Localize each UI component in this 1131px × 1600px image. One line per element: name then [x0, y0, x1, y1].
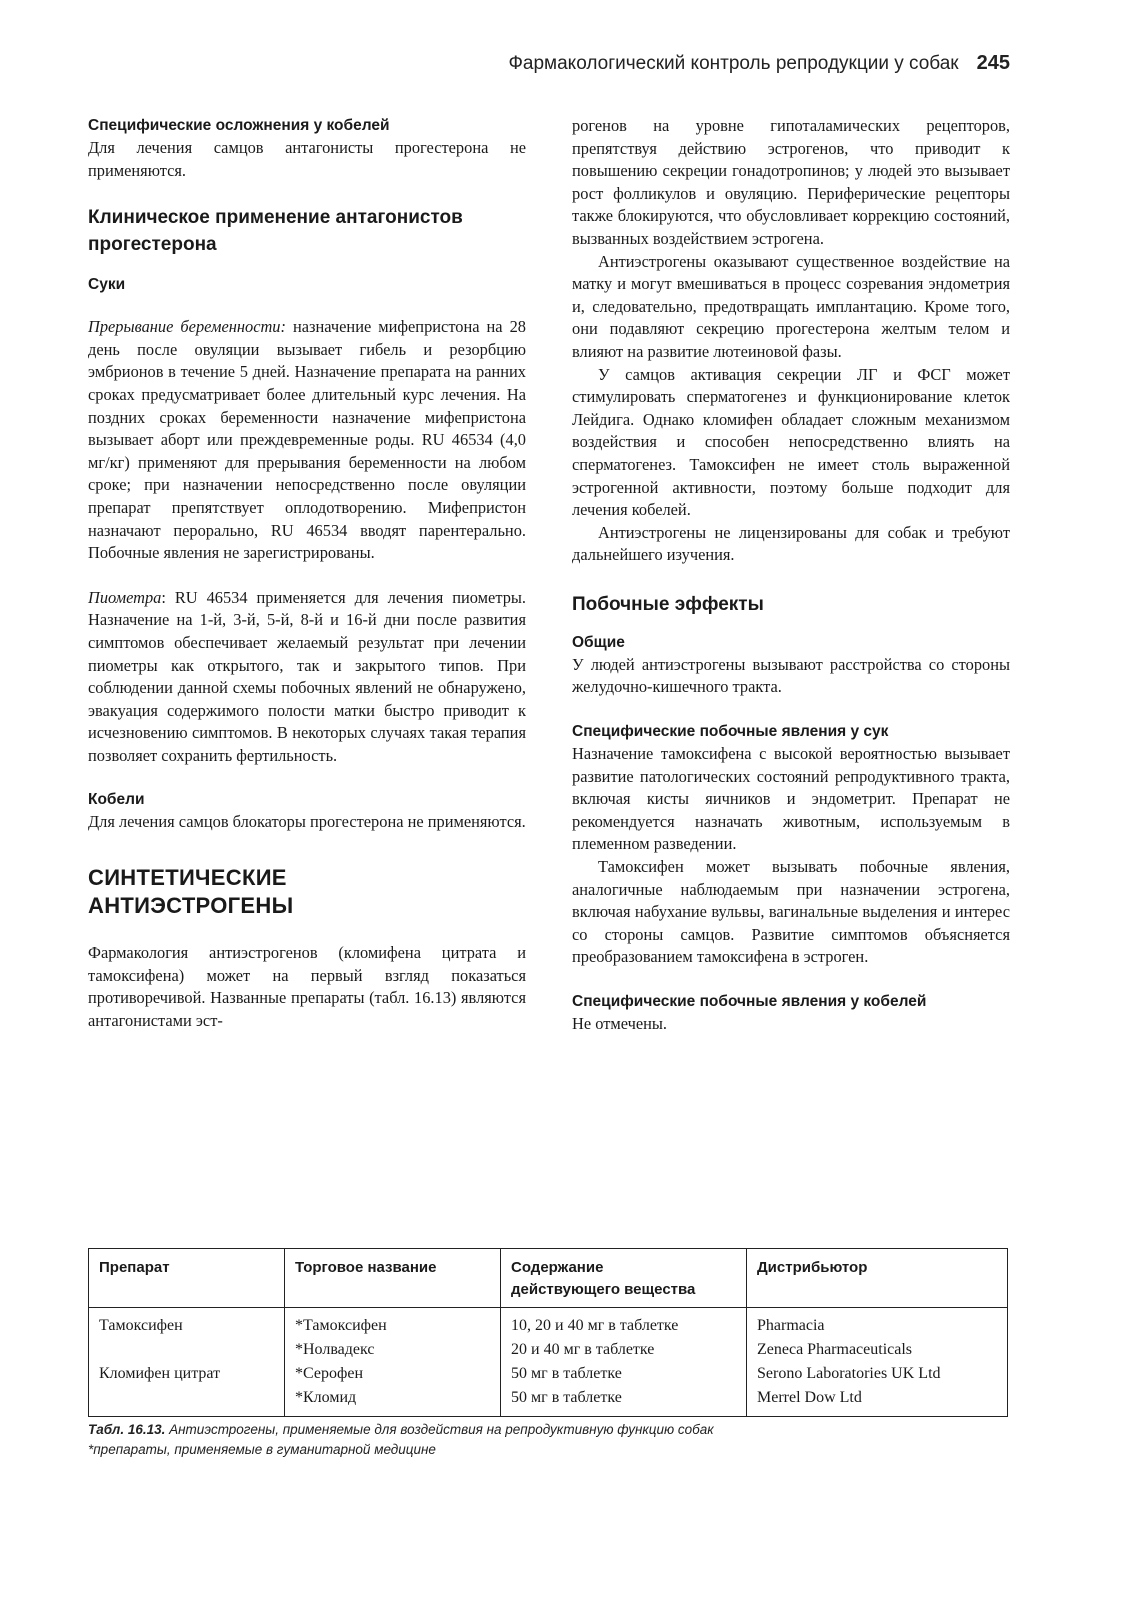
cell-trade-name: *Тамоксифен	[285, 1308, 501, 1339]
heading-line: АНТИЭСТРОГЕНЫ	[88, 893, 294, 919]
heading-line: СИНТЕТИЧЕСКИЕ	[88, 865, 287, 891]
section-heading: Побочные эффекты	[572, 593, 764, 615]
cell-trade-name: *Нолвадекс	[285, 1338, 501, 1362]
table-header-row	[89, 1249, 1008, 1308]
paragraph: У людей антиэстрогены вызывают расстройства со стороны желудочно-кишечного тракта.	[572, 654, 1010, 697]
section-heading: Специфические осложнения у кобелей	[88, 117, 390, 134]
paragraph: Антиэстрогены не лицензированы для собак и требуют дальнейшего изучения.	[572, 522, 1010, 565]
paragraph: Для лечения самцов антагонисты прогестерона не применяются.	[88, 138, 526, 180]
cell-distributor: Merrel Dow Ltd	[757, 1389, 862, 1406]
heading-line: прогестерона	[88, 234, 217, 256]
cell-content: 50 мг в таблетке	[501, 1362, 747, 1386]
column-header: Торговое название	[285, 1249, 501, 1308]
paragraph	[88, 587, 526, 768]
paragraph: Для лечения самцов блокаторы прогестерона не применяются.	[88, 812, 526, 832]
table-row	[89, 1308, 1008, 1339]
right-column	[572, 115, 1010, 1036]
heading-line: Клиническое применение антагонистов	[88, 207, 463, 229]
cell-content: 20 и 40 мг в таблетке	[501, 1338, 747, 1362]
table-row	[89, 1362, 1008, 1386]
cell-trade-name: *Серофен	[285, 1362, 501, 1386]
paragraph: Назначение тамоксифена с высокой вероятностью вызывает развитие патологических состояний репродуктивного тракта, включая кисты яичников и эндометрит. Препарат не рекомендуется назначать животным, используемым в племенном разведении.	[572, 744, 1010, 854]
cell-drug	[89, 1338, 285, 1362]
column-header: Препарат	[89, 1249, 285, 1308]
left-column	[88, 115, 526, 1032]
cell-content: 10, 20 и 40 мг в таблетке	[501, 1308, 747, 1339]
column-header	[501, 1249, 747, 1308]
paragraph: Фармакология антиэстрогенов (кломифена цитрата и тамоксифена) может на первый взгляд показаться противоречивой. Названные препараты (табл. 16.13) являются антагонистами эст-	[88, 943, 526, 1030]
cell-drug: Кломифен цитрат	[89, 1362, 285, 1386]
running-header	[90, 52, 1010, 75]
paragraph: У самцов активация секреции ЛГ и ФСГ может стимулировать сперматогенез и функционирование клеток Лейдига. Однако кломифен обладает сложным механизмом воздействия и способен непосредственно влиять на сперматогенез. Тамоксифен не имеет столь выраженной эстрогенной активности, поэтому больше подходит для лечения кобелей.	[572, 364, 1010, 520]
cell-content: 50 мг в таблетке	[501, 1386, 747, 1417]
caption-text: Антиэстрогены, применяемые для воздействия на репродуктивную функцию собак	[165, 1422, 714, 1437]
run-in-heading: Прерывание беременности:	[88, 317, 286, 337]
cell-drug: Тамоксифен	[89, 1308, 285, 1339]
chapter-heading	[88, 864, 526, 920]
paragraph: Не отмечены.	[572, 1014, 667, 1033]
table-caption	[88, 1420, 1008, 1460]
table-row	[89, 1338, 1008, 1362]
subsection-heading: Суки	[88, 276, 126, 294]
cell-drug	[89, 1386, 285, 1417]
subsection-heading: Кобели	[88, 791, 145, 809]
section-heading	[88, 204, 526, 258]
cell-distributor: Zeneca Pharmaceuticals	[757, 1341, 913, 1358]
run-in-heading: Пиометра	[88, 587, 162, 607]
paragraph	[88, 316, 526, 565]
paragraph: Антиэстрогены оказывают существенное воздействие на матку и могут вмешиваться в процесс созревания эндометрия и, следовательно, предотвращать имплантацию. Кроме того, они подавляют секрецию прогестерона желтым телом и влияют на развитие лютеиновой фазы.	[572, 251, 1010, 361]
cell-distributor: Pharmacia	[757, 1317, 825, 1334]
paragraph-text: назначение мифепристона на 28 день после овуляции вызывает гибель и резорбцию эмбрионов в течение 5 дней. Назначение препарата на ранних сроках предусматривает более длительный курс лечения. На поздних сроках беременности назначение мифепристона вызывает аборт или преждевременные роды. RU 46534 (4,0 мг/кг) применяют для прерывания беременности на любом сроке; при назначении непосредственно после овуляции препарат препятствует оплодотворению. Мифепристон назначают перорально, RU 46534 вводят парентерально. Побочные явления не зарегистрированы.	[88, 317, 526, 563]
caption-footnote: *препараты, применяемые в гуманитарной медицине	[88, 1442, 436, 1457]
subsection-heading: Специфические побочные явления у кобелей	[572, 993, 927, 1010]
caption-label: Табл. 16.13.	[88, 1422, 166, 1437]
page-number: 245	[976, 52, 1010, 74]
drug-table	[88, 1248, 1008, 1417]
header-line: действующего вещества	[511, 1281, 696, 1298]
paragraph-text: : RU 46534 применяется для лечения пиометры. Назначение на 1-й, 3-й, 5-й, 8-й и 16-й дни после развития симптомов обеспечивает желаемый результат при лечении пиометры как открытого, так и закрытого типов. При соблюдении данной схемы побочных явлений не обнаружено, эвакуация содержимого полости матки быстро приводит к исчезновению симптомов. В некоторых случаях такая терапия позволяет сохранить фертильность.	[88, 587, 526, 765]
cell-trade-name: *Кломид	[285, 1386, 501, 1417]
paragraph: рогенов на уровне гипоталамических рецепторов, препятствуя действию эстрогенов, что приводит к повышению секреции гонадотропинов; у людей это вызывает рост фолликулов и овуляцию. Периферические рецепторы также блокируются, что обусловливает коррекцию состояний, вызванных воздействием эстрогена.	[572, 116, 1010, 248]
column-header: Дистрибьютор	[747, 1249, 1008, 1308]
table-row	[89, 1386, 1008, 1417]
cell-distributor: Serono Laboratories UK Ltd	[757, 1365, 941, 1382]
subsection-heading: Общие	[572, 633, 625, 651]
subsection-heading: Специфические побочные явления у сук	[572, 723, 889, 741]
header-line: Содержание	[511, 1259, 604, 1276]
running-title: Фармакологический контроль репродукции у собак	[508, 53, 959, 74]
paragraph: Тамоксифен может вызывать побочные явления, аналогичные наблюдаемым при назначении эстрогена, включая набухание вульвы, вагинальные выделения и интерес со стороны самцов. Развитие симптомов объясняется преобразованием тамоксифена в эстроген.	[572, 857, 1010, 967]
